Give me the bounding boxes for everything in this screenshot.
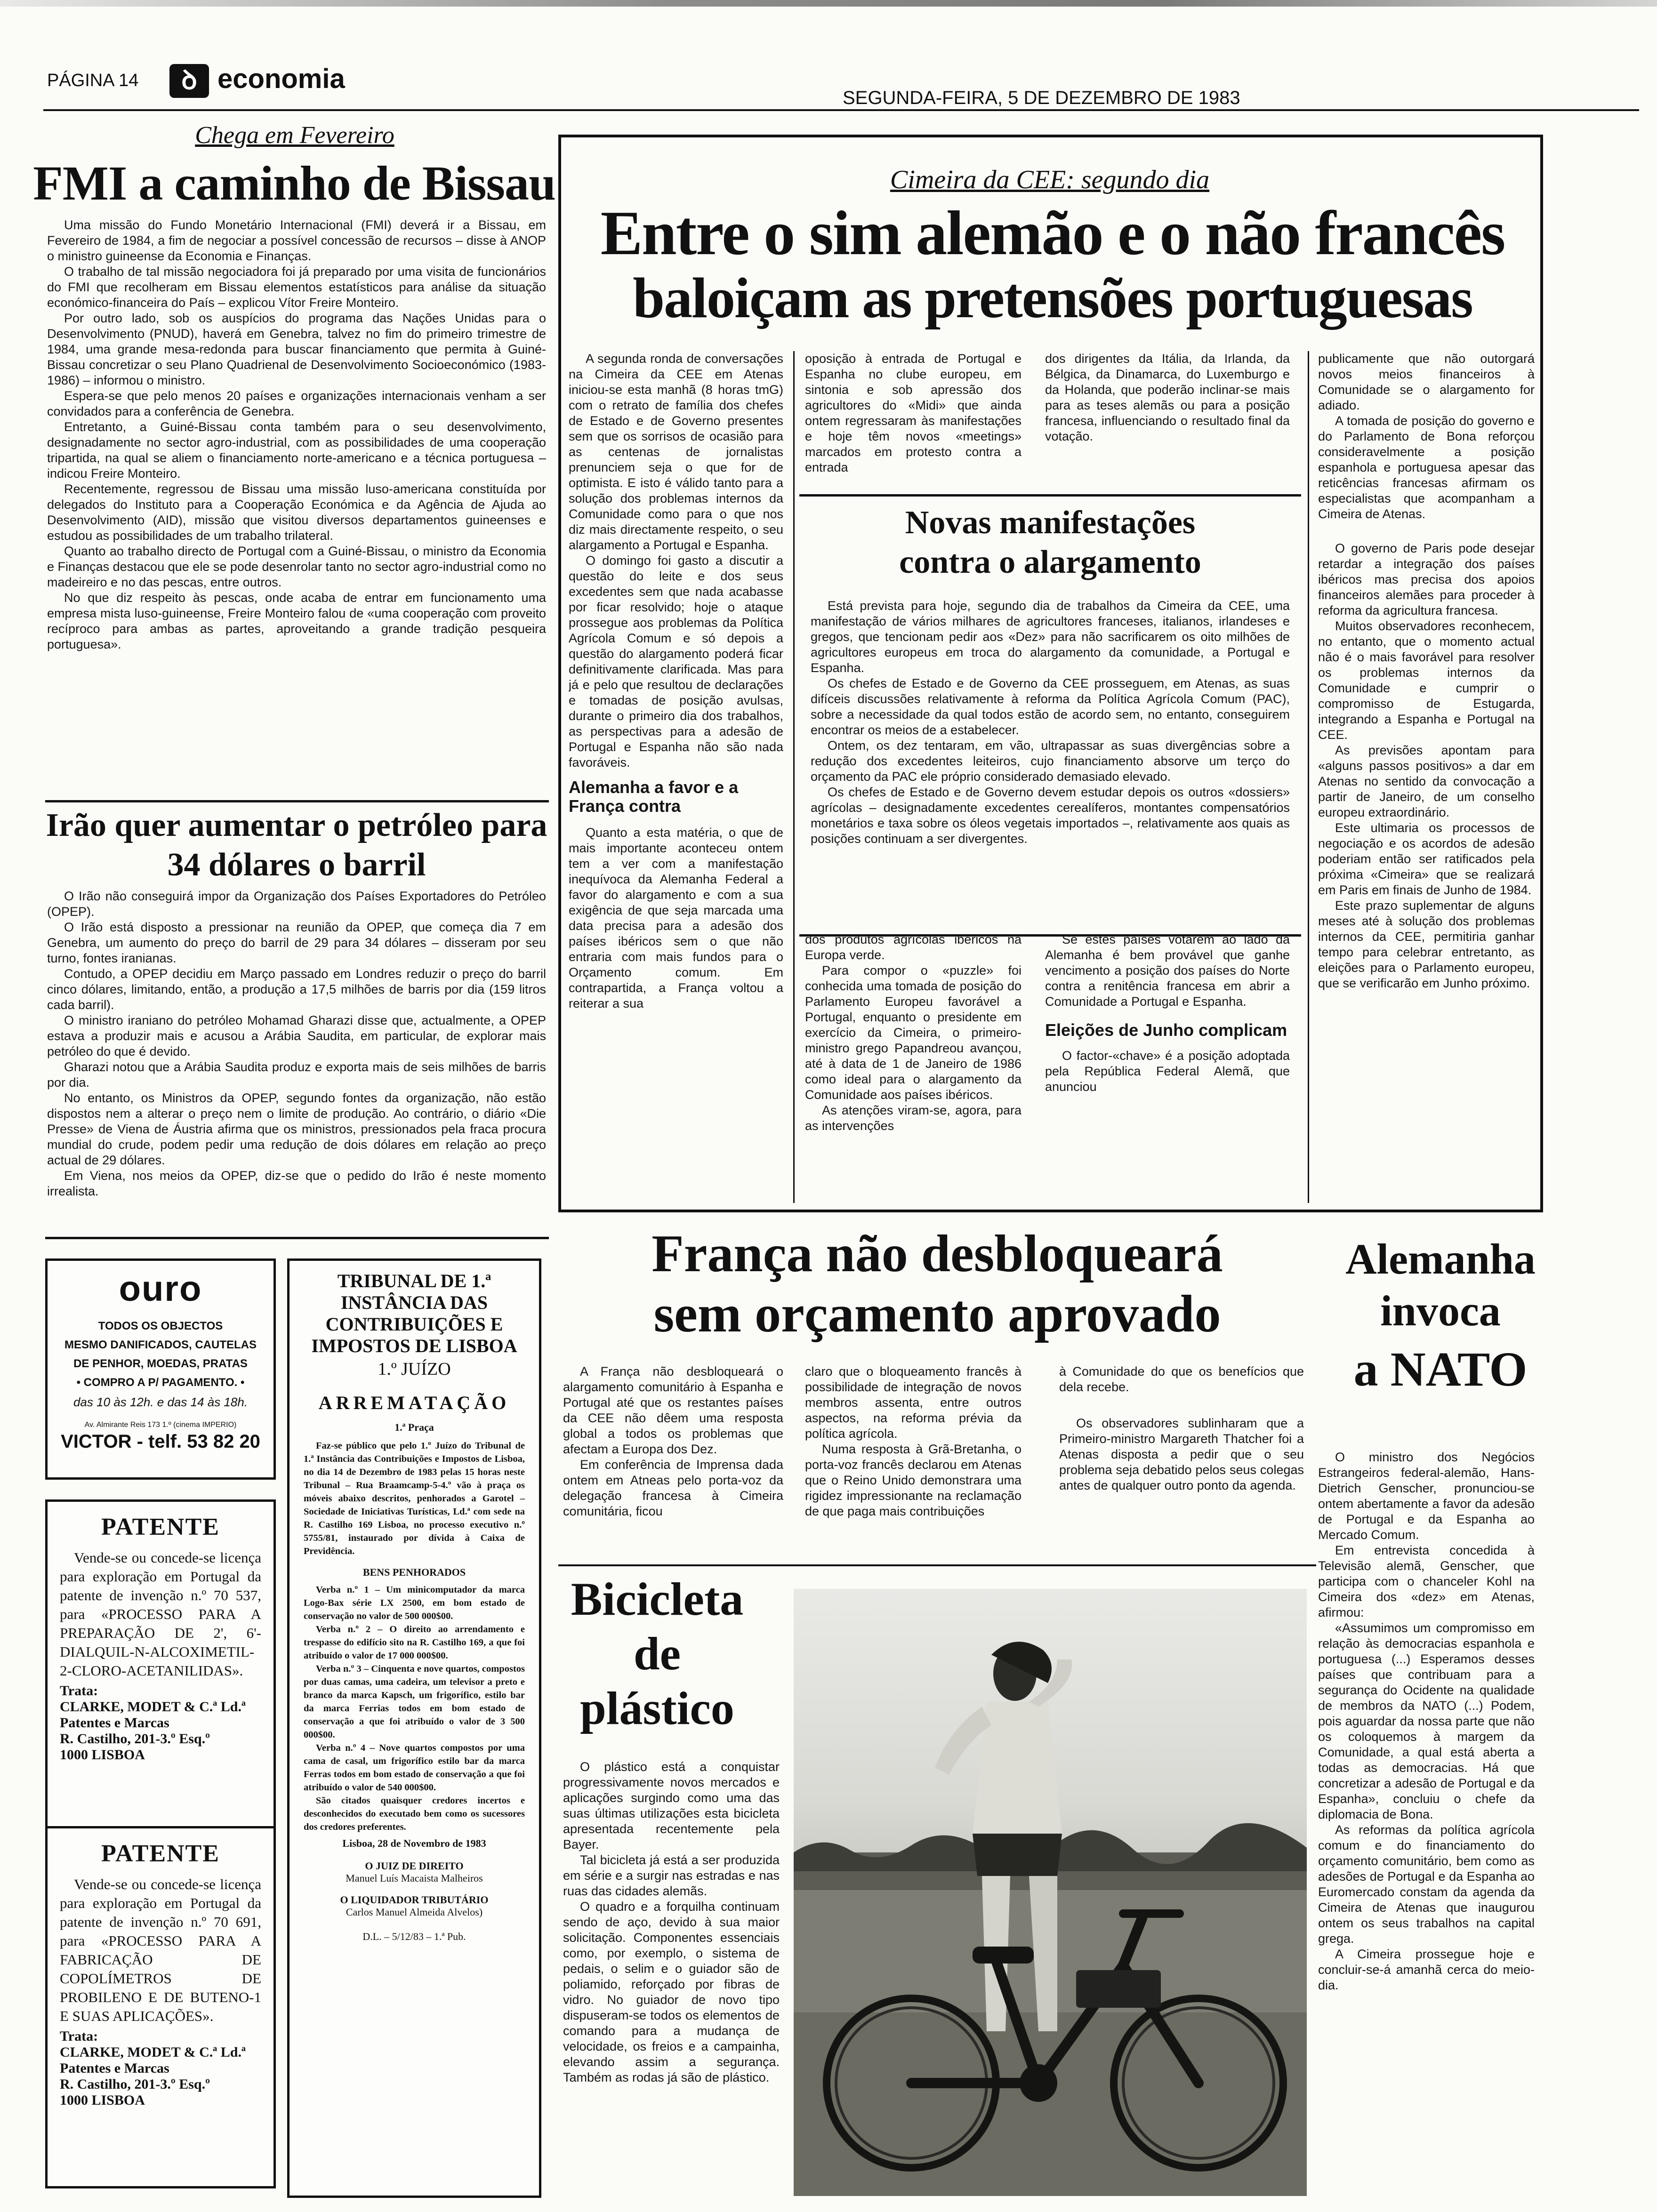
patente-firm2: Patentes e Marcas — [60, 1715, 169, 1731]
franca-column-2 — [805, 1364, 1022, 1566]
patente-title: PATENTE — [101, 1840, 220, 1867]
ouro-address: Av. Almirante Reis 173 1.º (cinema IMPERIO) — [84, 1421, 237, 1429]
paragraph: Muitos observadores reconhecem, no entanto, que o momento actual não é o mais favorável para resolver os problemas internos da Comunidade e cumprir o compromisso de Estugarda, integrando a Espanha e Portugal na CEE. — [1318, 619, 1535, 742]
cee-column-4 — [1318, 351, 1535, 1198]
paragraph: As atenções viram-se, agora, para as intervenções — [805, 1103, 1022, 1133]
paragraph: O trabalho de tal missão negociadora foi já preparado por uma visita de funcionários do FMI que recolheram em Bissau elementos estatísticos para análise da situação económico-financeira do País – explicou Vítor Freire Monteiro. — [47, 264, 546, 310]
cee-column-3-top — [1045, 351, 1290, 492]
bicicleta-title-3: plástico — [580, 1682, 734, 1734]
paragraph: A segunda ronda de conversações na Cimeira da CEE em Atenas iniciou-se esta manhã (8 horas tmG) com o retrato de família dos chefes de Estado e de Governo presentes sem que os sorrisos de ocasião para as centenas de jornalistas prenunciem seja o que for de optimista. E isto é válido tanto para a solução dos problemas internos da Comunidade como para o que nos diz mais directamente respeito, o seu alargamento a Portugal e Espanha. — [569, 352, 783, 552]
franca-rule — [558, 1564, 1316, 1566]
paragraph: As reformas da política agrícola comum e do financiamento do orçamento comunitário, bem como as adesões de Portugal e da Espanha ao Euromercado constam da agenda da Cimeira de Atenas que inaugurou ontem os seus trabalhos na capital grega. — [1318, 1823, 1535, 1946]
paragraph: O ministro iraniano do petróleo Mohamad Gharazi disse que, actualmente, a OPEP estava a produzir mais e acusou a Arábia Saudita, em particular, de explorar mais petróleo do que é devido. — [47, 1013, 546, 1058]
paragraph: O governo de Paris pode desejar retardar a integração dos países ibéricos mas precisa dos apoios financeiros alemães para proceder à reforma da agricultura francesa. — [1318, 541, 1535, 617]
page-date: SEGUNDA-FEIRA, 5 DE DEZEMBRO DE 1983 — [843, 88, 1240, 108]
paragraph: O quadro e a forquilha continuam sendo de aço, devido à sua maior solicitação. Componentes essenciais como, por exemplo, o sistema de pedais, o selim e o guiador são de poliamido, reforçado por fibras de vidro. No guiador de novo tipo dispuseram-se todos os elementos de comando para a mudança de velocidade, os freios e a campainha, elevando assim a segurança. Também as rodas já são de plástico. — [563, 1899, 780, 2084]
patente-address: R. Castilho, 201-3.º Esq.º — [60, 2076, 210, 2092]
paragraph: O plástico está a conquistar progressivamente novos mercados e aplicações surgindo como uma das suas últimas utilizações esta bicicleta apresentada recentemente pela Bayer. — [563, 1760, 780, 1851]
paragraph: Uma missão do Fundo Monetário Internacional (FMI) deverá ir a Bissau, em Fevereiro de 1984, a fim de negociar a possível concessão de recursos – disse à ANOP o ministro guineense da Economia e Finanças. — [47, 218, 546, 263]
patente-text: Vende-se ou concede-se licença para exploração em Portugal da patente de invenção n.º 70 537, para «PROCESSO PARA A PREPARAÇÃO DE 2', 6'-DIALQUIL-N-ALCOXIMETIL-2-CLORO-ACETANILIDAS». — [60, 1549, 261, 1679]
tribunal-arrematacao: ARREMATAÇÃO — [318, 1392, 510, 1413]
bicycle-photo — [794, 1589, 1307, 2196]
tribunal-verba: Verba n.º 2 – O direito ao arrendamento e trespasse do edifício sito na R. Castilho 169, a que foi atribuído o valor de 17 000 000$00. — [304, 1624, 525, 1661]
cee-column-2-top — [805, 351, 1022, 492]
patente-city: 1000 LISBOA — [60, 1747, 145, 1763]
cee-title-line-1: Entre o sim alemão e o não francês — [600, 198, 1505, 268]
paragraph: Os chefes de Estado e de Governo da CEE prosseguem, em Atenas, as suas difíceis discussões relativamente à reforma da Política Agrícola Comum (PAC), sobre a necessidade da qual todos estão de acordo sem, no entanto, conseguirem encontrar os meios de a estabelecer. — [811, 676, 1290, 737]
novas-title-line-2: contra o alargamento — [899, 544, 1201, 580]
paragraph: Para compor o «puzzle» foi conhecida uma tomada de posição do Parlamento Europeu favorável a Portugal, enquanto o presidente em exercício da Cimeira, o primeiro-ministro grego Papandreou avançou, até à data de 1 de Janeiro de 1986 como ideal para o alargamento da Comunidade aos países ibéricos. — [805, 963, 1022, 1102]
paragraph: claro que o bloqueamento francês à possibilidade de integração de novos membros assenta, entre outros aspectos, na reforma prévia da política agrícola. — [805, 1364, 1022, 1441]
tribunal-notice-text: Faz-se público que pelo 1.º Juízo do Tribunal de 1.ª Instância das Contribuições e Impostos de Lisboa, no dia 14 de Dezembro de 1983 pelas 15 horas neste Tribunal – Rua Braamcamp-5-4.º vão à praça os móveis abaixo descritos, penhorados a Garotel – Sociedade de Iniciativas Turísticas, Ld.ª com sede na R. Castilho 169 Lisboa, no processo executivo n.º 5755/81, instaurado por dívida à Caixa de Previdência. — [304, 1441, 525, 1556]
paragraph: Se estes países votarem ao lado da Alemanha é bem provável que ganhe vencimento a posição dos países do Norte contra a renitência francesa em abrir a Comunidade a Portugal e Espanha. — [1045, 932, 1290, 1009]
cee-kicker: Cimeira da CEE: segundo dia — [890, 165, 1210, 194]
patente-city: 1000 LISBOA — [60, 2092, 145, 2108]
paragraph: O factor-«chave» é a posição adoptada pela República Federal Alemã, que anunciou — [1045, 1049, 1290, 1094]
tribunal-title: TRIBUNAL DE 1.ª INSTÂNCIA DAS CONTRIBUIÇÕES E IMPOSTOS DE LISBOA — [311, 1270, 517, 1356]
franca-column-1 — [563, 1364, 783, 1566]
paragraph: O Irão não conseguirá impor da Organização dos Países Exportadores do Petróleo (OPEP). — [47, 889, 546, 919]
ouro-phone: VICTOR - telf. 53 82 20 — [61, 1431, 260, 1452]
bicicleta-title-2: de — [634, 1627, 681, 1680]
ouro-line: MESMO DANIFICADOS, CAUTELAS — [64, 1338, 257, 1351]
nato-title-1: Alemanha — [1345, 1235, 1536, 1283]
paragraph: «Assumimos um compromisso em relação às democracias espanhola e portuguesa (...) Esperamos desses países que contribuam para a segurança do Ocidente na qualidade de membros da NATO (...) Podem, pois aguardar da nossa parte que não os coloquemos à margem da Comunidade, a qual está aberta a todas as democracias. Há que concretizar a adesão de Portugal e da Espanha», concluiu o chefe da diplomacia de Bona. — [1318, 1621, 1535, 1821]
fmi-title: FMI a caminho de Bissau — [33, 156, 555, 210]
paragraph: Está prevista para hoje, segundo dia de trabalhos da Cimeira da CEE, uma manifestação de vários milhares de agricultores franceses, italianos, irlandeses e gregos, que tencionam pedir aos «Dez» para não sacrificarem os oito milhões de agricultores europeus em troca do alargamento da comunidade, a Portugal e Espanha. — [811, 599, 1290, 675]
irao-body — [47, 889, 546, 1260]
tribunal-juizo: 1.º JUÍZO — [378, 1359, 451, 1379]
paragraph: O domingo foi gasto a discutir a questão do leite e dos seus excedentes sem que nada acabasse por ficar resolvido; hoje o ataque prossegue aos problemas da Política Agrícola Comum e só depois a questão do alargamento poderá ficar definitivamente clarificada. Mas para já e pelo que resultou de declarações e tomadas de posição avulsas, durante o primeiro dia dos trabalhos, as perspectivas para a adesão de Portugal e Espanha não são nada favoráveis. — [569, 553, 783, 769]
paragraph: dos dirigentes da Itália, da Irlanda, da Bélgica, da Dinamarca, do Luxemburgo e da Holanda, que poderão inclinar-se mais para as teses alemãs ou para a posição francesa, influenciando o resultado final da votação. — [1045, 352, 1290, 443]
paragraph: dos produtos agrícolas ibéricos na Europa verde. — [805, 932, 1022, 962]
franca-title-line-2: sem orçamento aprovado — [653, 1285, 1221, 1343]
paragraph: Recentemente, regressou de Bissau uma missão luso-americana constituída por delegados do Instituto para a Cooperação Económica e da Agência de Ajuda ao Desenvolvimento (AID), missão que visitou diversos departamentos guineenses e estudou as possibilidades de um trabalho trilateral. — [47, 482, 546, 543]
paragraph: Quanto ao trabalho directo de Portugal com a Guiné-Bissau, o ministro da Economia e Finanças destacou que ele se pode desenrolar tanto no sector agro-industrial como no madeireiro e no das pescas, entre outros. — [47, 544, 546, 589]
nato-title-3: a NATO — [1353, 1342, 1528, 1396]
tribunal-liquidator-title: O LIQUIDADOR TRIBUTÁRIO — [340, 1894, 489, 1906]
cee-column-divider — [793, 351, 795, 1203]
tribunal-judge-name: Manuel Luís Macaista Malheiros — [346, 1872, 483, 1884]
paragraph: A França não desbloqueará o alargamento comunitário à Espanha e Portugal até que os restantes países da CEE não dêem uma resposta global a todos os problemas que afectam a Europa dos Dez. — [563, 1364, 783, 1456]
patente-trata: Trata: — [60, 1683, 98, 1699]
irao-title: Irão quer aumentar o petróleo para 34 dólares o barril — [46, 807, 547, 883]
paragraph: Numa resposta à Grã-Bretanha, o porta-voz francês declarou em Atenas que o Reino Unido demonstrara uma rigidez impressionante na reclamação de que paga mais contribuições — [805, 1442, 1022, 1518]
section-logo-icon: ꝺ — [169, 64, 209, 98]
paragraph: Quanto a esta matéria, o que de mais importante aconteceu ontem tem a ver com a manifestação inequívoca da Alemanha Federal a favor do alargamento e com a sua exigência de que seja marcada uma data precisa para a adesão dos países ibéricos sem o que não entraria com mais fundos para o Orçamento comum. Em contrapartida, a França voltou a reiterar a sua — [569, 825, 783, 1010]
fmi-body — [47, 217, 546, 796]
cee-title-line-2: baloiçam as pretensões portuguesas — [633, 266, 1472, 330]
paragraph: Os chefes de Estado e de Governo devem estudar depois os outros «dossiers» agrícolas – designadamente excedentes cerealíferos, montantes compensatórios monetários e taxa sobre os óleos vegetais importados –, relativamente aos quais as posições continuam a ser divergentes. — [811, 785, 1290, 846]
header-rule — [43, 109, 1639, 111]
franca-column-3 — [1059, 1364, 1304, 1566]
paragraph: Por outro lado, sob os auspícios do programa das Nações Unidas para o Desenvolvimento (PNUD), haverá em Genebra, talvez no fim do primeiro trimestre de 1984, uma grande mesa-redonda para buscar financiamento que permita à Guiné-Bissau concretizar o seu Plano Quadrienal de Desenvolvimento Socioeconómico (1983-1986) – informou o ministro. — [47, 311, 546, 387]
paragraph: A tomada de posição do governo e do Parlamento de Bona reforçou consideravelmente a posição espanhola e portuguesa apesar das reticências francesas afirmam os especialistas que acompanham a Cimeira de Atenas. — [1318, 414, 1535, 521]
paragraph: oposição à entrada de Portugal e Espanha no clube europeu, em sintonia e sob apressão dos agricultores do «Midi» que ainda ontem regressaram às manifestações e hoje têm novos «meetings» marcados em protesto contra a entrada — [805, 352, 1022, 474]
paragraph: Entretanto, a Guiné-Bissau conta também para o seu desenvolvimento, designadamente no sector agro-industrial, com as possibilidades de uma cooperação tripartida, na qual se aliem o financiamento norte-americano e a técnica portuguesa – indicou Freire Monteiro. — [47, 420, 546, 481]
tribunal-verba: Verba n.º 3 – Cinquenta e nove quartos, compostos por duas camas, uma cadeira, um televisor a preto e branco da marca Kapsch, um frigorífico, estilo bar da marca Ferrias todos em bom estado de conservação a que foi atribuído o valor de 3 500 000$00. — [304, 1664, 525, 1740]
patente-trata: Trata: — [60, 2028, 98, 2044]
paragraph: Contudo, a OPEP decidiu em Março passado em Londres reduzir o preço do barril cinco dólares, limitando, então, a produção a 17,5 milhões de barris por dia (159 litros cada barril). — [47, 967, 546, 1012]
paragraph: Tal bicicleta já está a ser produzida em série e a surgir nas estradas e nas ruas das cidades alemãs. — [563, 1853, 780, 1898]
tribunal-praca: 1.ª Praça — [394, 1421, 434, 1433]
fmi-rule — [45, 800, 549, 802]
tribunal-verba: Verba n.º 1 – Um minicomputador da marca Logo-Bax série LX 2500, em bom estado de conservação no valor de 500 000$00. — [304, 1585, 525, 1621]
patente-text: Vende-se ou concede-se licença para exploração em Portugal da patente de invenção n.º 70 691, para «PROCESSO PARA A FABRICAÇÃO DE COPOLÍMETROS DE PROBILENO E DE BUTENO-1 E SUAS APLICAÇÕES». — [60, 1876, 261, 2024]
page-label: PÁGINA 14 — [47, 71, 139, 90]
paragraph: publicamente que não outorgará novos meios financeiros à Comunidade se o alargamento for adiado. — [1318, 352, 1535, 412]
paragraph: No que diz respeito às pescas, onde acaba de entrar em funcionamento uma empresa mista luso-guineense, Freire Monteiro falou de «uma cooperação com proveito recíproco para ambas as partes, aproveitando a grande tradição pesqueira portuguesa». — [47, 591, 546, 651]
ouro-line: TODOS OS OBJECTOS — [98, 1320, 223, 1332]
cee-column-1 — [569, 351, 783, 1198]
nato-body — [1318, 1450, 1535, 2198]
franca-title-line-1: França não desbloqueará — [652, 1225, 1223, 1283]
paragraph: à Comunidade do que os benefícios que dela recebe. — [1059, 1364, 1304, 1394]
paragraph: As previsões apontam para «alguns passos positivos» a dar em Atenas no sentido da convocação a partir de Janeiro, de um conselho europeu extraordinário. — [1318, 743, 1535, 819]
patente-address: R. Castilho, 201-3.º Esq.º — [60, 1731, 210, 1747]
cee-subhead-alemanha: Alemanha a favor e a França contra — [569, 777, 739, 816]
tribunal-verba: São citados quaisquer credores incertos e desconhecidos do executado bem como os sucessores dos credores preferentes. — [304, 1795, 525, 1832]
nato-title-2: invoca — [1380, 1287, 1501, 1335]
cee-column-2-bottom — [805, 932, 1022, 1195]
bicycle-photo-illustration — [794, 1589, 1307, 2196]
paragraph: Este ultimaria os processos de negociação e os acordos de adesão poderiam então ser ratificados pela próxima «Cimeira» que se realizará em Paris em finais de Junho de 1984. — [1318, 821, 1535, 897]
patente-title: PATENTE — [101, 1514, 220, 1540]
paragraph: A Cimeira prossegue hoje e concluir-se-á amanhã cerca do meio-dia. — [1318, 1947, 1535, 1992]
ouro-line: das 10 às 12h. e das 14 às 18h. — [73, 1395, 248, 1409]
patente-firm: CLARKE, MODET & C.ª Ld.ª — [60, 1699, 246, 1715]
novas-title-line-1: Novas manifestações — [905, 505, 1196, 541]
tribunal-date: Lisboa, 28 de Novembro de 1983 — [342, 1837, 486, 1849]
ouro-line: • COMPRO A P/ PAGAMENTO. • — [76, 1376, 245, 1389]
tribunal-footer: D.L. – 5/12/83 – 1.ª Pub. — [362, 1931, 466, 1942]
irao-rule — [45, 1237, 549, 1239]
ouro-ad — [45, 1258, 276, 1480]
patente-firm2: Patentes e Marcas — [60, 2060, 169, 2076]
paragraph: Espera-se que pelo menos 20 países e organizações internacionais venham a ser convidados para a conferência de Genebra. — [47, 389, 546, 418]
paragraph: No entanto, os Ministros da OPEP, segundo fontes da organização, não estão dispostos nem a alterar o preço nem o limite de produção. Ao contrário, o diário «Die Presse» de Viena de Áustria afirma que os ministros, pressionados pela fraca procura mundial do crude, podem pedir uma redução de dois dólares em relação ao preço actual de 29 dólares. — [47, 1091, 546, 1167]
paragraph: Ontem, os dez tentaram, em vão, ultrapassar as suas divergências sobre a redução dos excedentes leiteiros, cujo financiamento absorve um terço do orçamento da PAC ele próprio considerado demasiado elevado. — [811, 738, 1290, 784]
paragraph: O Irão está disposto a pressionar na reunião da OPEP, que começa dia 7 em Genebra, um aumento do preço do barril de 29 para 34 dólares – disseram por seu turno, fontes iranianas. — [47, 920, 546, 965]
paragraph: Gharazi notou que a Arábia Saudita produz e exporta mais de seis milhões de barris por dia. — [47, 1060, 546, 1090]
ouro-line: DE PENHOR, MOEDAS, PRATAS — [73, 1357, 248, 1370]
paragraph: O ministro dos Negócios Estrangeiros federal-alemão, Hans-Dietrich Genscher, pronunciou-se ontem abertamente a favor da adesão de Portugal e da Espanha ao Mercado Comum. — [1318, 1450, 1535, 1542]
cee-subhead-eleicoes: Eleições de Junho complicam — [1045, 1020, 1287, 1040]
cee-column-divider — [1308, 351, 1309, 1203]
tribunal-judge-title: O JUIZ DE DIREITO — [365, 1860, 464, 1872]
paragraph: Os observadores sublinharam que a Primeiro-ministro Margareth Thatcher foi a Atenas disposta a pedir que o seu problema seja debatido pelos seus colegas antes de qualquer outro ponto da agenda. — [1059, 1416, 1304, 1492]
paragraph: Este prazo suplementar de alguns meses até à solução dos problemas internos da CEE, permitiria ganhar tempo para celebrar entretanto, as eleições para o Parlamento europeu, que se verificarão em Junho próximo. — [1318, 898, 1535, 990]
tribunal-bens-title: BENS PENHORADOS — [362, 1566, 466, 1578]
patente-ad-2 — [45, 1826, 276, 2188]
ouro-title: ouro — [119, 1269, 202, 1309]
tribunal-verba: Verba n.º 4 – Nove quartos compostos por uma cama de casal, um frigorífico estilo bar da marca Ferras todos em bom estado de conservação a que foi atribuído o valor de 540 000$00. — [304, 1743, 525, 1793]
bicicleta-body — [563, 1759, 780, 2173]
paragraph: Em Viena, nos meios da OPEP, diz-se que o pedido do Irão é neste momento irrealista. — [47, 1169, 546, 1198]
top-rule — [0, 0, 1657, 7]
patente-firm: CLARKE, MODET & C.ª Ld.ª — [60, 2044, 246, 2060]
novas-manifestacoes-box — [799, 494, 1301, 937]
tribunal-notice — [287, 1258, 541, 2198]
paragraph: Em conferência de Imprensa dada ontem em Atneas pelo porta-voz da delegação francesa à Cimeira comunitária, ficou — [563, 1458, 783, 1518]
fmi-kicker: Chega em Fevereiro — [195, 122, 394, 149]
bicicleta-title-1: Bicicleta — [571, 1573, 744, 1625]
tribunal-liquidator-name: Carlos Manuel Almeida Alvelos) — [346, 1906, 483, 1918]
novas-body — [811, 598, 1290, 847]
paragraph: Em entrevista concedida à Televisão alemã, Genscher, que participa com o chanceler Kohl na Cimeira dos «dez» em Atenas, afirmou: — [1318, 1543, 1535, 1619]
cee-column-3-bottom — [1045, 932, 1290, 1195]
section-name: economia — [217, 64, 345, 94]
